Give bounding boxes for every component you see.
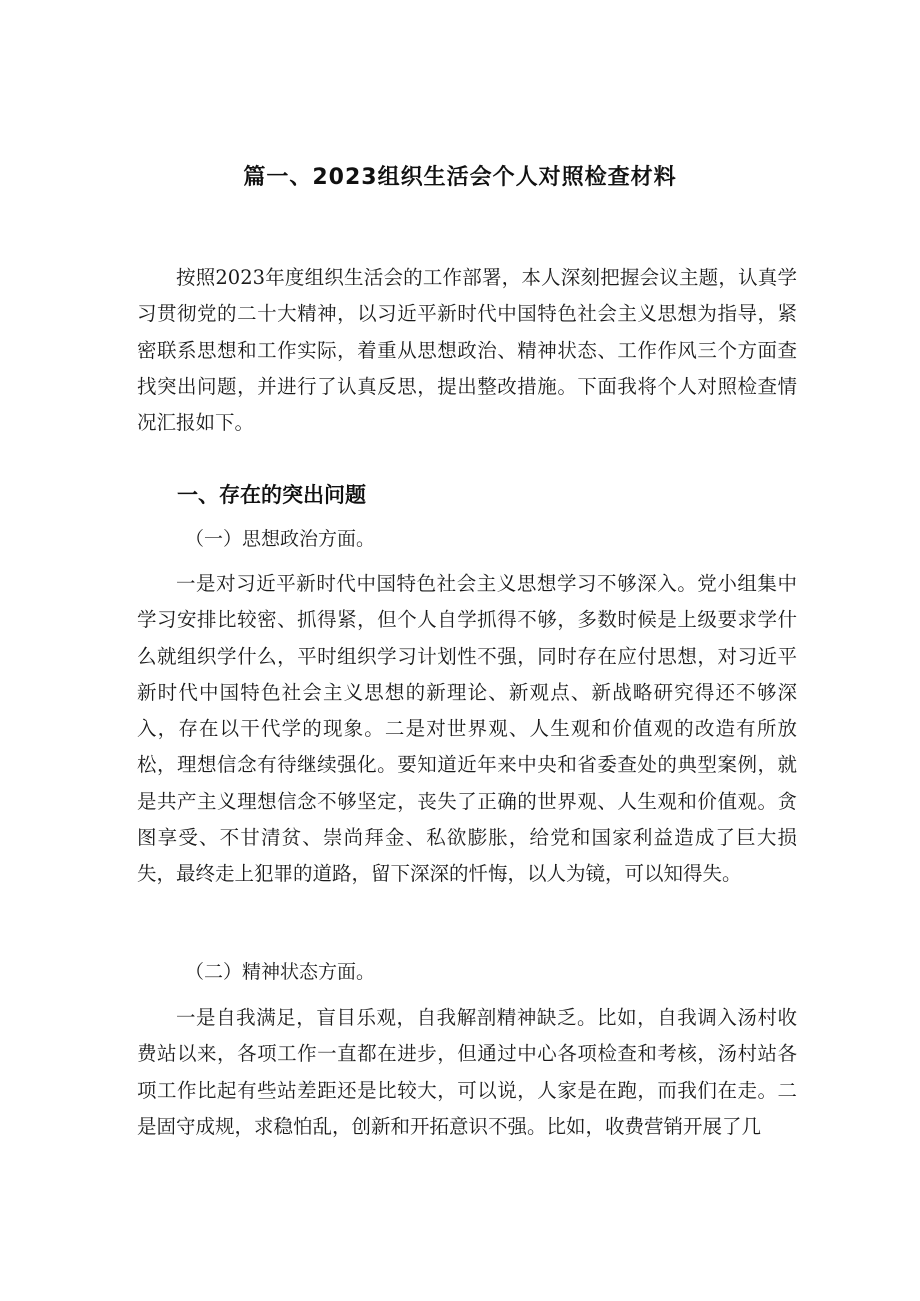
section-heading-problems: 一、存在的突出问题 xyxy=(177,483,366,507)
document-title: 篇一、2023组织生活会个人对照检查材料 xyxy=(243,165,677,190)
subsection-heading-ideology: （一）思想政治方面。 xyxy=(185,528,376,550)
intro-paragraph: 按照2023年度组织生活会的工作部署，本人深刻把握会议主题，认真学习贯彻党的二十大精神，以习近平新时代中国特色社会主义思想为指导，紧密联系思想和工作实际，着重从思想政治、精神状态、工作作风三个方面查找突出问题，并进行了认真反思，提出整改措施。下面我将个人对照检查情况汇报如下。 xyxy=(137,266,797,435)
subsection-heading-spirit: （二）精神状态方面。 xyxy=(185,961,376,983)
spirit-paragraph: 一是自我满足，盲目乐观，自我解剖精神缺乏。比如，自我调入汤村收费站以来，各项工作一直都在进步，但通过中心各项检查和考核，汤村站各项工作比起有些站差距还是比较大，可以说，人家是在跑，而我们在走。二是固守成规，求稳怕乱，创新和开拓意识不强。比如，收费营销开展了几 xyxy=(137,1006,797,1138)
ideology-paragraph: 一是对习近平新时代中国特色社会主义思想学习不够深入。党小组集中学习安排比较密、抓得紧，但个人自学抓得不够，多数时候是上级要求学什么就组织学什么，平时组织学习计划性不强，同时存在应付思想，对习近平新时代中国特色社会主义思想的新理论、新观点、新战略研究得还不够深入，存在以干代学的现象。二是对世界观、人生观和价值观的改造有所放松，理想信念有待继续强化。要知道近年来中央和省委查处的典型案例，就是共产主义理想信念不够坚定，丧失了正确的世界观、人生观和价值观。贪图享受、不甘清贫、崇尚拜金、私欲膨胀，给党和国家利益造成了巨大损失，最终走上犯罪的道路，留下深深的忏悔，以人为镜，可以知得失。 xyxy=(137,572,797,886)
